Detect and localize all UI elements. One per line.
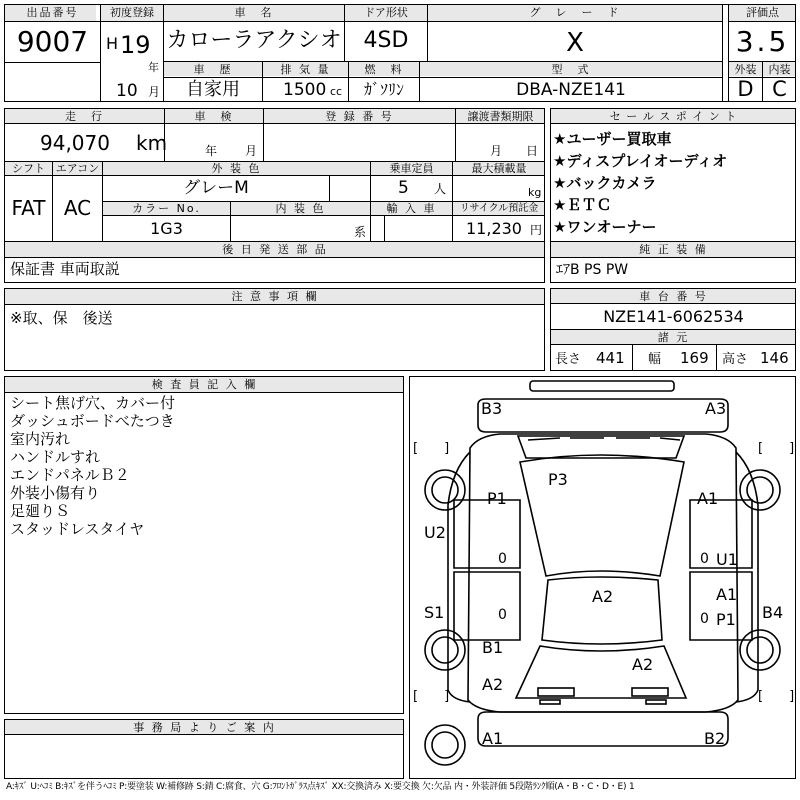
damage-mark: A2: [632, 655, 654, 674]
bracket-mark: [ ]: [413, 689, 450, 704]
ac: AC: [63, 196, 92, 220]
history: 自家用: [186, 79, 240, 100]
exterior-score: D: [737, 77, 754, 101]
inspection-label: 車 検: [194, 110, 234, 123]
fuel: ｶﾞｿﾘﾝ: [363, 80, 404, 99]
int-color-unit: 系: [354, 225, 367, 239]
damage-mark: B4: [762, 603, 784, 622]
zero-mark: 0: [700, 551, 709, 567]
equipment-label: 純 正 装 備: [639, 243, 708, 256]
damage-mark: P3: [548, 470, 568, 489]
bracket-mark: [ ]: [758, 441, 795, 456]
selling-point-item: ★バックカメラ: [553, 174, 657, 192]
interior-score: C: [772, 77, 787, 101]
model: DBA-NZE141: [516, 80, 626, 100]
lot-number: 9007: [16, 25, 89, 58]
notes: ※取、保 後送: [10, 309, 113, 327]
inspector-line: 足廻りＳ: [10, 502, 71, 520]
grade-label: グ レ ー ド: [529, 6, 621, 19]
selling-point-item: ★ワンオーナー: [553, 218, 657, 236]
chassis-number: NZE141-6062534: [603, 307, 744, 326]
damage-mark: S1: [424, 603, 445, 622]
inspector-line: ダッシュボードべたつき: [10, 412, 175, 430]
reg-month: 10: [116, 81, 138, 101]
fuel-label: 燃 料: [364, 63, 404, 76]
color: グレーM: [183, 178, 249, 198]
model-label: 型 式: [551, 63, 591, 76]
damage-mark: B3: [481, 399, 503, 418]
width: 169: [680, 349, 709, 367]
mileage-unit: km: [136, 131, 168, 155]
damage-mark: P1: [716, 610, 736, 629]
recycle-unit: 円: [530, 223, 543, 237]
mileage-label: 走 行: [65, 110, 104, 123]
mileage: 94,070: [40, 131, 110, 155]
car-name-label: 車 名: [234, 6, 274, 19]
bracket-mark: [ ]: [758, 689, 795, 704]
damage-mark: A1: [697, 489, 719, 508]
max-load-unit: kg: [528, 186, 542, 199]
selling-point-item: ★ディスプレイオーディオ: [553, 152, 728, 170]
damage-mark: A2: [482, 675, 504, 694]
interior-label: 内装: [768, 63, 791, 76]
score-label: 評価点: [746, 6, 779, 19]
color-label: 外 装 色: [211, 162, 262, 175]
max-load-label: 最大積載量: [471, 162, 527, 175]
zero-mark: 0: [700, 611, 709, 627]
damage-mark: U1: [716, 550, 738, 569]
damage-mark: A1: [482, 729, 504, 748]
inspector-line: 外装小傷有り: [10, 484, 101, 502]
equipment: ｴｱB PS PW: [556, 262, 629, 278]
transfer-month: 月: [490, 144, 503, 158]
damage-mark: A1: [716, 585, 738, 604]
door-type: 4SD: [363, 28, 409, 53]
inspector-line: スタッドレスタイヤ: [10, 520, 145, 538]
legend: A:ｷｽﾞ U:ﾍｺﾐ B:ｷｽﾞを伴うﾍｺﾐ P:要塗装 W:補修跡 S:錆 C:腐食、穴 G:ﾌﾛﾝﾄｶﾞﾗｽ点ｷｽﾞ XX:交換済み X:要交換 欠:欠品 内・外装評価 5段階ﾗﾝｸ順(A・B・C・D・E) 1: [6, 782, 635, 792]
grade: X: [566, 28, 584, 58]
dims-label: 諸 元: [657, 331, 690, 344]
car-name: カローラアクシオ: [166, 28, 342, 53]
width-label: 幅: [648, 352, 662, 367]
lot-label: 出品番号: [26, 6, 79, 19]
chassis-label: 車 台 番 号: [639, 290, 708, 303]
length-label: 長さ: [555, 352, 582, 367]
inspector-line: エンドパネルＢ２: [10, 466, 130, 484]
exterior-label: 外装: [734, 63, 757, 76]
displacement: 1500: [283, 80, 327, 100]
zero-mark: 0: [498, 551, 507, 567]
damage-mark: A2: [592, 587, 614, 606]
year-unit: 年: [148, 61, 159, 74]
door-label: ドア形状: [364, 6, 408, 19]
damage-mark: A3: [705, 399, 727, 418]
inspector-line: ハンドルすれ: [10, 448, 101, 466]
damage-mark: B2: [704, 729, 726, 748]
import-label: 輸 入 車: [386, 202, 437, 215]
displacement-unit: cc: [330, 85, 343, 98]
inspection-month: 月: [245, 144, 258, 158]
height: 146: [760, 349, 789, 367]
recycle: 11,230: [466, 219, 522, 238]
bracket-mark: [ ]: [413, 441, 450, 456]
inspector-line: 室内汚れ: [10, 430, 71, 448]
length: 441: [596, 349, 625, 367]
displacement-label: 排 気 量: [280, 63, 331, 76]
month-unit: 月: [148, 85, 161, 99]
selling-point-item: ★ＥＴＣ: [553, 196, 612, 214]
damage-mark: U2: [424, 523, 446, 542]
office-label: 事 務 局 よ り ご 案 内: [133, 721, 276, 734]
capacity-unit: 人: [434, 182, 447, 196]
reg-no-label: 登 録 番 号: [325, 110, 394, 123]
int-color-label: 内 装 色: [275, 202, 326, 215]
damage-mark: P1: [487, 489, 507, 508]
zero-mark: 0: [498, 607, 507, 623]
shift-label: シフト: [12, 162, 45, 175]
inspector-line: シート焦げ穴、カバー付: [10, 394, 176, 412]
first-reg-label: 初度登録: [110, 6, 154, 19]
inspection-year: 年: [205, 144, 218, 158]
transfer-label: 譲渡書類期限: [467, 110, 534, 123]
inspector-label: 検 査 員 記 入 欄: [151, 378, 258, 391]
ac-label: エアコン: [55, 162, 100, 175]
recycle-label: リサイクル預託金: [459, 203, 539, 214]
shift: FAT: [11, 196, 46, 220]
history-label: 車 歴: [193, 63, 233, 76]
capacity: 5: [398, 178, 409, 198]
score: 3.5: [735, 25, 790, 58]
color-no: 1G3: [150, 219, 183, 238]
color-no-label: カラー No.: [132, 202, 201, 215]
era: H: [106, 34, 119, 53]
later-parts: 保証書 車両取説: [10, 260, 120, 278]
capacity-label: 乗車定員: [389, 162, 434, 175]
transfer-day: 日: [526, 144, 539, 158]
later-parts-label: 後 日 発 送 部 品: [222, 243, 328, 256]
notes-label: 注 意 事 項 欄: [231, 290, 319, 303]
damage-mark: B1: [482, 638, 504, 657]
selling-point-item: ★ユーザー買取車: [553, 130, 672, 148]
reg-year: 19: [120, 31, 151, 59]
selling-points-label: セ ー ル ス ポ イ ン ト: [609, 110, 738, 123]
height-label: 高さ: [722, 352, 749, 367]
